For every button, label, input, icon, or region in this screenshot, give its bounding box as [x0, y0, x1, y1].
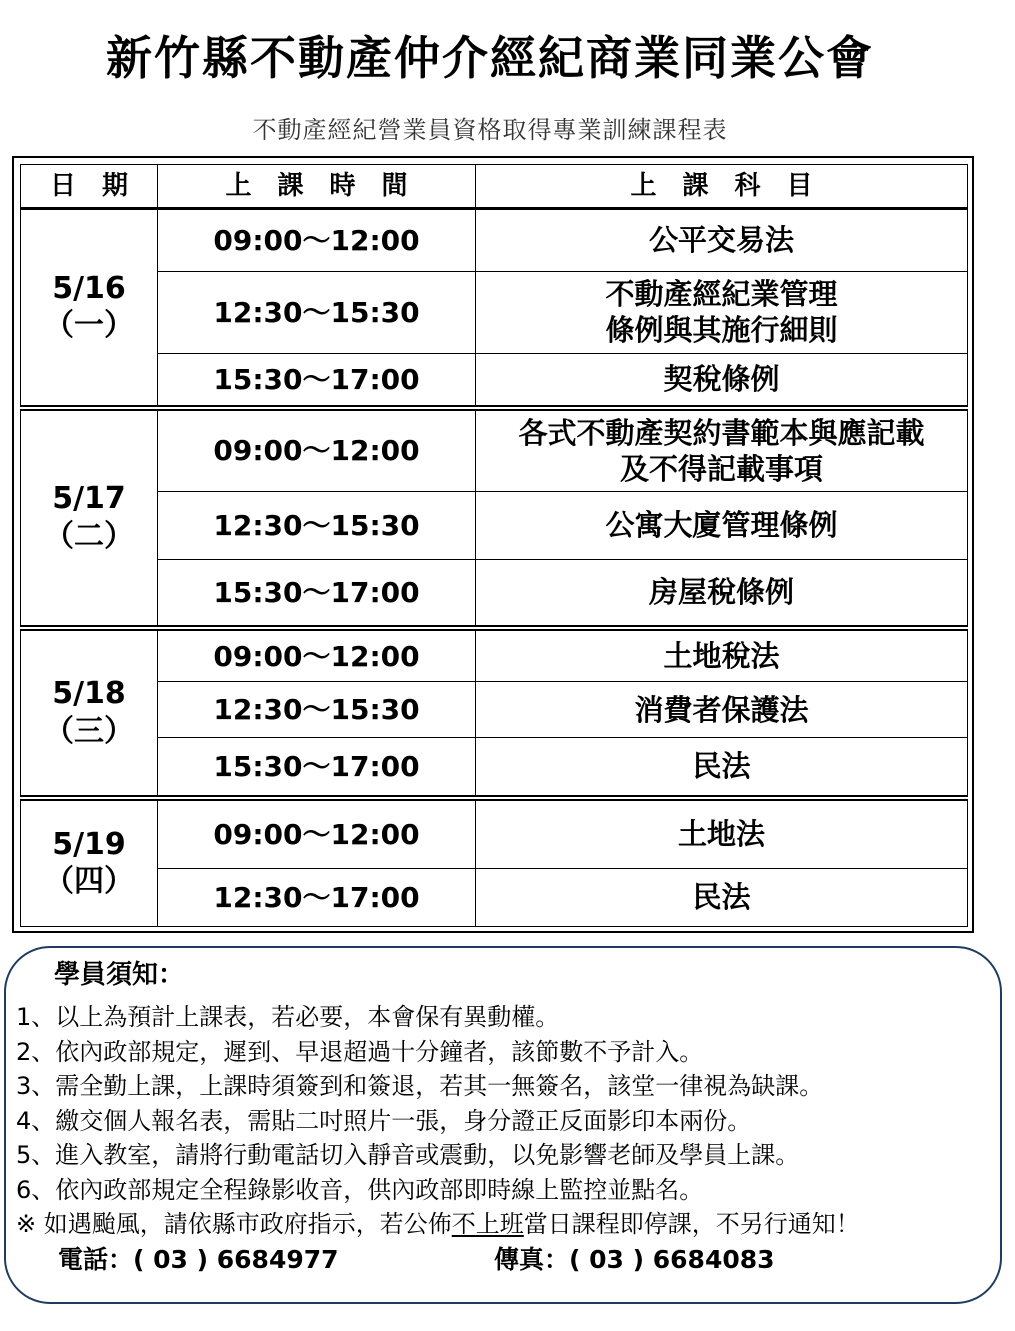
time-cell: 09:00～12:00	[158, 208, 476, 271]
page-subtitle: 不動產經紀營業員資格取得專業訓練課程表	[252, 116, 728, 144]
column-header-subject: 上 課 科 目	[476, 165, 968, 209]
typhoon-notice-underlined: 不上班	[451, 1210, 524, 1238]
notice-item: 1、以上為預計上課表，若必要，本會保有異動權。	[16, 1003, 560, 1031]
time-cell: 09:00～12:00	[158, 798, 476, 868]
table-row	[21, 798, 968, 868]
subject-cell	[476, 353, 968, 408]
fax-number: 傳真：( 03 ) 6684083	[494, 1245, 775, 1274]
subject-line: 及不得記載事項	[619, 451, 823, 486]
date-label: 5/17	[52, 481, 126, 517]
subject-cell	[476, 628, 968, 682]
time-cell: 09:00～12:00	[158, 408, 476, 491]
column-header-date: 日 期	[21, 165, 158, 209]
time-cell: 12:30～15:30	[158, 271, 476, 353]
time-cell: 15:30～17:00	[158, 738, 476, 798]
time-cell: 15:30～17:00	[158, 559, 476, 627]
column-header-time: 上 課 時 間	[158, 165, 476, 209]
table-row	[21, 868, 968, 926]
subject-line: 公寓大廈管理條例	[605, 508, 838, 543]
subject-line: 消費者保護法	[634, 692, 809, 727]
time-cell: 09:00～12:00	[158, 628, 476, 682]
subject-cell	[476, 408, 968, 491]
table-row	[21, 738, 968, 798]
subject-line: 民法	[692, 749, 751, 784]
date-label: 5/18	[52, 676, 126, 712]
table-row	[21, 682, 968, 738]
table-row	[21, 559, 968, 627]
time-cell: 12:30～15:30	[158, 682, 476, 738]
subject-cell	[476, 208, 968, 271]
subject-cell	[476, 738, 968, 798]
table-row	[21, 628, 968, 682]
weekday-label: （二）	[44, 518, 134, 554]
time-cell: 15:30～17:00	[158, 353, 476, 408]
phone-number: 電話：( 03 ) 6684977	[58, 1245, 339, 1274]
time-cell: 12:30～17:00	[158, 868, 476, 926]
subject-line: 民法	[692, 880, 751, 915]
subject-cell	[476, 271, 968, 353]
weekday-label: （一）	[44, 308, 134, 344]
subject-cell	[476, 559, 968, 627]
date-cell	[21, 628, 158, 798]
subject-line: 土地稅法	[663, 638, 780, 673]
table-row	[21, 208, 968, 271]
subject-cell	[476, 868, 968, 926]
notice-item: 2、依內政部規定，遲到、早退超過十分鐘者，該節數不予計入。	[16, 1037, 704, 1066]
subject-line: 條例與其施行細則	[605, 313, 838, 348]
subject-cell	[476, 798, 968, 868]
typhoon-notice-prefix: ※ 如遇颱風，請依縣市政府指示，若公佈	[16, 1210, 452, 1238]
subject-cell	[476, 682, 968, 738]
notice-list	[16, 1000, 860, 1242]
weekday-label: （三）	[44, 713, 134, 749]
date-cell	[21, 798, 158, 927]
subject-line: 各式不動產契約書範本與應記載	[518, 415, 925, 450]
page-title: 新竹縣不動產仲介經紀商業同業公會	[106, 31, 874, 85]
notice-title: 學員須知：	[54, 960, 185, 990]
date-cell	[21, 208, 158, 408]
course-schedule-table	[20, 164, 968, 927]
notice-item: 6、依內政部規定全程錄影收音，供內政部即時線上監控並點名。	[16, 1175, 704, 1204]
date-cell	[21, 408, 158, 628]
table-row	[21, 353, 968, 408]
date-label: 5/16	[52, 270, 126, 306]
table-row	[21, 271, 968, 353]
table-header-row	[21, 165, 968, 209]
subject-line: 不動產經紀業管理	[605, 276, 838, 311]
typhoon-notice	[16, 1207, 860, 1242]
subject-line: 土地法	[677, 817, 765, 852]
time-cell: 12:30～15:30	[158, 491, 476, 559]
date-label: 5/19	[52, 826, 126, 862]
table-row	[21, 408, 968, 491]
notice-item: 4、繳交個人報名表，需貼二吋照片一張，身分證正反面影印本兩份。	[16, 1106, 752, 1135]
subject-line: 公平交易法	[648, 223, 794, 258]
notice-item: 3、需全勤上課，上課時須簽到和簽退，若其一無簽名，該堂一律視為缺課。	[16, 1072, 824, 1100]
typhoon-notice-suffix: 當日課程即停課，不另行通知！	[523, 1210, 860, 1238]
subject-cell	[476, 491, 968, 559]
weekday-label: （四）	[44, 864, 134, 900]
subject-line: 房屋稅條例	[648, 575, 794, 610]
notice-item: 5、進入教室，請將行動電話切入靜音或震動，以免影響老師及學員上課。	[16, 1141, 800, 1169]
subject-line: 契稅條例	[663, 362, 780, 397]
table-row	[21, 491, 968, 559]
